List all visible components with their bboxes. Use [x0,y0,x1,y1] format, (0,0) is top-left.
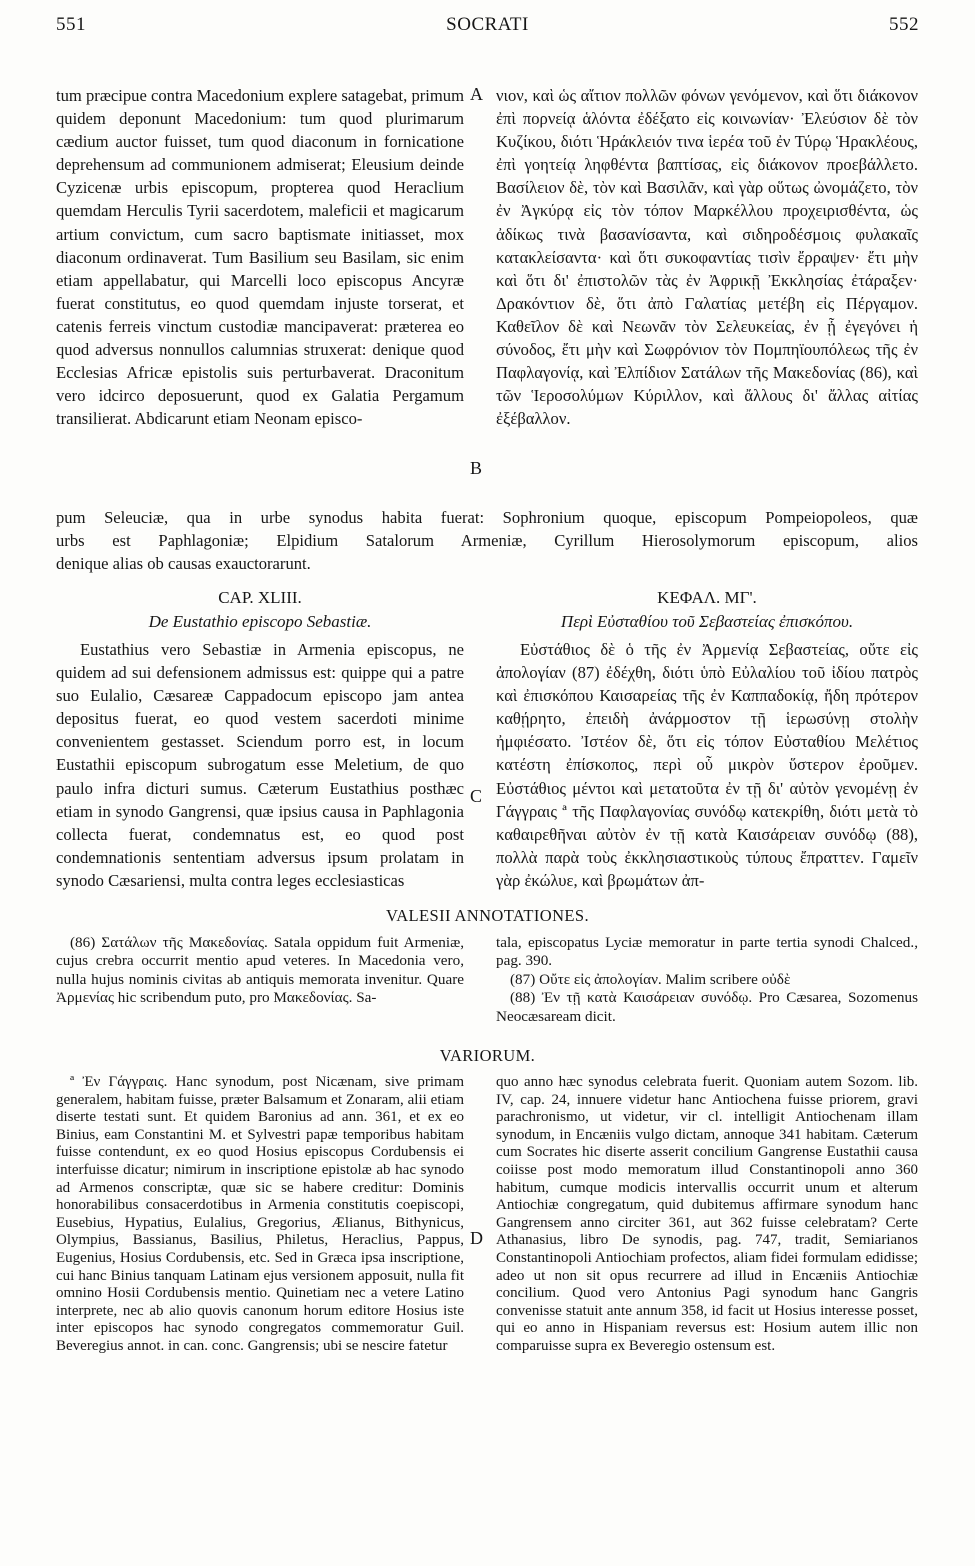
running-title: SOCRATI [446,14,529,35]
full-width-line-3: denique alias ob causas exauctorarunt. [56,554,311,573]
valesii-right-column [496,934,918,1028]
valesii-annotationes-title: VALESII ANNOTATIONES. [386,906,589,925]
greek-column-chapter [496,638,918,892]
full-width-line-1: pum Seleuciæ, qua in urbe synodus habita fuerat: Sophronium quoque, episcopum Pompeiopoleos, quæ [56,508,918,527]
margin-marker-b: B [470,458,483,478]
margin-marker-a: A [470,84,483,104]
latin-paragraph: tum præcipue contra Macedonium explere satagebat, primum quidem deponunt Macedonium: tum quod plurimarum cædium auctor fuisset, tum quod diaconum in fornicatione deprehensum ad communionem admiserat; Eleusium deinde Cyzicenæ urbis episcopum, propterea quod Heraclium quemdam Herculis Tyrii sacerdotem, maleficii et magicarum artium convictum, cum sacro baptismate initiasset, mox diaconum ordinaverat. Tum Basilium seu Basilam, sic enim etiam appellabatur, qui Marcelli loco episcopus Ancyræ fuerat constitutus, eo quod quemdam injuste torserat, et catenis ferreis vinctum custodiæ mancipaverat: præterea eo quod adversus nonnullos calumnias struxerat: denique quod Ecclesias Africæ epistolis suis perturbaverat. Draconitum vero idcirco deposuerunt, quod ex Galatia Pergamum transilierat. Abdicarunt etiam Neonam episco- [56,86,464,429]
latin-chapter-title: De Eustathio episcopo Sebastiæ. [148,612,372,631]
greek-chapter-number: ΚΕΦΑΛ. ΜΓ'. [657,588,757,607]
note-86-continued: tala, episcopatus Lyciæ memoratur in parte tertia synodi Chalced., pag. 390. [496,934,918,970]
page-number-right: 552 [889,14,919,35]
latin-chapter-text: Eustathius vero Sebastiæ in Armenia episcopus, ne quidem ad sui defensionem admissus est: quippe qui a patre suo Eulalio, Cæsareæ Cappadocum episcopo jam antea depositus fuerat, eo quod vestem sacerdoti minime convenientem gestasset. Sciendum porro est, in locum Eustathii episcopum subrogatum esse Meletium, de quo paulo infra dicturi sumus. Cæterum Eustathius posthæc etiam in synodo Gangrensi, quæ ipsius causa in Paphlagonia collecta fuerat, condemnatus est, eo quod post condemnationis sententiam adversus ipsum prolatam in synodo Cæsariensi, multa contra leges ecclesiasticas [56,640,464,890]
page-number-left: 551 [56,14,86,35]
variorum-note-a-continued: quo anno hæc synodus celebrata fuerit. Quoniam autem Sozom. lib. IV, cap. 24, innuere videtur hanc Antiochena fuisse priorem, gravi parachronismo, ut videtur, vir cl. intelligit Antiochenam illam synodum, in Encæniis vulgo dictam, annoque 341 habitam. Cæterum cum Socrates hic diserte asserit concilium Gangrense Eustathii causa coiisse post modo memoratum illud Constantinopoli anno 360 habitum, cumque modicis intervallis occurrit unum et alterum Antiochiæ congregatum, quid dubitemus affirmare synodum hanc Gangrensem anno circiter 361, aut 362 fuisse celebratam? Certe Athanasius, libro De synodis, pag. 747, tradit, Semiarianos Constantinopoli Antiochiam profectos, aliam fidei formulam edidisse; adeo ut non sit opus recurrere ad illud in Encæniis Antiochiæ concilium. Quod vero Antonius Pagi synodum hanc Gangris convenisse statuit ante annum 358, id facit ut Hosius interesse posset, qui eo anno in Hispaniam reversus est: Hosium autem illic non comparuisse supra ex Beveregio ostensum est. [496,1074,918,1354]
greek-paragraph: νιον, καὶ ὡς αἴτιον πολλῶν φόνων γενόμενον, καὶ ὅτι διάκονον ἐπὶ πορνείᾳ ἁλόντα ἐδέξατο εἰς κοινωνίαν· Ἐλεύσιον δὲ τὸν Κυζίκου, διότι Ἡράκλειόν τινα ἱερέα τοῦ ἐν Τύρῳ Ἡρακλέους, ἐπὶ γοητείᾳ ληφθέντα βαπτίσας, εἰς διάκονον προεβάλλετο. Βασίλειον δὲ, τὸν καὶ Βασιλᾶν, καὶ γὰρ οὕτως ὠνομάζετο, τὸν ἐν Ἀγκύρᾳ εἰς τὸν τόπον Μαρκέλλου προχειρισθέντα, ὡς ἀδίκως τινὰ βασανίσαντα, καὶ σιδηροδέσμοις φυλακαῖς κατακλείσαντα· καὶ ὅτι συκοφαντίας τισὶν ἔρραψεν· ἔτι μὴν καὶ ὅτι δι' ἐπιστολῶν τὰς ἐν Ἀφρικῇ Ἐκκλησίας ἐτάραξεν· Δρακόντιον δὲ, ὅτι ἀπὸ Γαλατίας μετέβη εἰς Πέργαμον. Καθεῖλον δὲ καὶ Νεωνᾶν τὸν Σελευκείας, ἐν ᾗ ἐγεγόνει ἡ σύνοδος, ἔτι μὴν καὶ Σωφρόνιον τὸν Πομπηϊουπόλεως τῆς ἐν Παφλαγονίᾳ, καὶ Ἐλπίδιον Σατάλων τῆς Μακεδονίας (86), καὶ τῶν Ἱεροσολύμων Κύριλλον, καὶ ἄλλους δι' ἄλλας αἰτίας ἐξέβαλλον. [496,86,918,429]
greek-chapter-title: Περὶ Εὐσταθίου τοῦ Σεβαστείας ἐπισκόπου. [560,612,854,631]
note-87: (87) Οὔτε εἰς ἀπολογίαν. Malim scribere οὐδὲ [510,970,791,988]
margin-marker-d: D [470,1228,483,1248]
note-88: (88) Ἐν τῇ κατὰ Καισάρειαν συνόδῳ. Pro Cæsarea, Sozomenus Neocæsaream dicit. [496,989,918,1025]
valesii-left-column [56,934,464,1028]
greek-chapter-text: Εὐστάθιος δὲ ὁ τῆς ἐν Ἀρμενίᾳ Σεβαστείας, οὔτε εἰς ἀπολογίαν (87) ἐδέχθη, διότι ὑπὸ Εὐλαλίου τοῦ ἰδίου πατρὸς καὶ ἐπισκόπου Καισαρείας τῆς ἐν Καππαδοκίᾳ, ἤδη πρότερον καθῄρητο, ἐπειδὴ ἀνάρμοστον τῇ ἱερωσύνῃ στολὴν ἠμφιέσατο. Ἰστέον δὲ, ὅτι εἰς τόπον Εὐσταθίου Μελέτιος κατέστη ἐπίσκοπος, περὶ οὗ μικρὸν ὕστερον ἐροῦμεν. Εὐστάθιος μέντοι καὶ μετατοῦτα ἐν τῇ δι' αὐτὸν γενομένῃ ἐν Γάγγραις ª τῆς Παφλαγονίας συνόδῳ κατεκρίθη, διότι μετὰ τὸ καθαιρεθῆναι αὐτὸν ἐν τῇ κατὰ Καισάρειαν συνόδῳ (88), πολλὰ παρὰ τοὺς ἐκκλησιαστικοὺς τύπους ἔπραττεν. Γαμεῖν γὰρ ἐκώλυε, καὶ βρωμάτων ἀπ- [496,640,918,890]
margin-marker-c: C [470,786,483,806]
variorum-right-column [496,1074,918,1514]
variorum-title: VARIORUM. [439,1046,536,1065]
latin-chapter-number: CAP. XLIII. [218,588,302,607]
variorum-left-column [56,1074,464,1514]
latin-column-top [56,84,464,500]
note-86: (86) Σατάλων τῆς Μακεδονίας. Satala oppidum fuit Armeniæ, cujus crebra occurrit mentio apud veteres. In Macedonia vero, nulla hujus nominis civitas ab antiquis memorata invenitur. Quare Ἀρμενίας hic scribendum puto, pro Μακεδονίας. Sa- [56,934,464,1007]
latin-column-chapter [56,638,464,892]
greek-column-top [496,84,918,500]
variorum-note-a: ª Ἐν Γάγγραις. Hanc synodum, post Nicænam, sive primam generalem, habitam fuisse, præter Balsamum et Zonaram, alii etiam diserte testati sunt. Et quidem Baronius ad ann. 361, et ex eo Binius, eam Constantini M. et Sylvestri papæ temporibus habitam fuisse contendunt, ex eo quod Hosius episcopus Cordubensis ei interfuisse dicatur; nimirum in inscriptione epistolæ ab hac synodo ad Armenos conscriptæ, quæ sic se habere creditur: Dominis honorabilibus consacerdotibus in Armenia constitutis coepiscopi, Eusebius, Hypatius, Eulalius, Gregorius, Ælianus, Bithynicus, Olympius, Bassianus, Basilius, Philetus, Heraclius, Pappus, Eugenius, Hosius Cordubensis, etc. Sed in Græca ipsa inscriptione, cui hanc Binius tanquam Latinam ejus versionem apposuit, nulla fit omnino Hosii Cordubensis mentio. Quinetiam nec a vetere Latino interprete, nec ab alio quovis canonum horum editore Hosius iste inter episcopos hac synodo congregatos commemoratur Guil. Beveregius annot. in can. conc. Gangrensis; ubi se nescire fatetur [56,1074,464,1354]
full-width-line-2: urbs est Paphlagoniæ; Elpidium Satalorum Armeniæ, Cyrillum Hierosolymorum episcopum, alios [56,531,918,550]
